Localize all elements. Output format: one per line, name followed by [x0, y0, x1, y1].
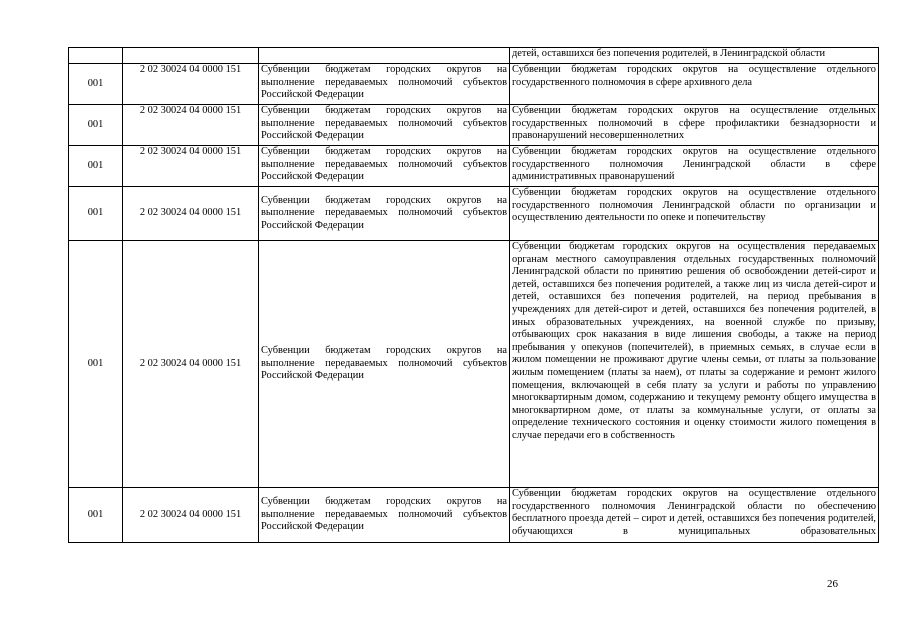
revenue-name-cell: Субвенции бюджетам городских округов на выполнение передаваемых полномочий субъектов Российской Федерации — [259, 146, 510, 187]
kbk-code-cell: 2 02 30024 04 0000 151 — [123, 187, 259, 241]
admin-code-cell: 001 — [69, 187, 123, 241]
admin-code-cell: 001 — [69, 105, 123, 146]
table-row — [69, 48, 879, 64]
kbk-code-cell: 2 02 30024 04 0000 151 — [123, 146, 259, 187]
admin-code-cell — [69, 48, 123, 64]
table-row — [69, 187, 879, 241]
revenue-description-cell: Субвенции бюджетам городских округов на осуществления передаваемых органам местного самоуправления отдельных государственных полномочий Ленинградской области по принятию решения об освобождении детей-сирот и детей, оставшихся без попечения родителей, а также лиц из числа детей-сирот и детей, оставшихся без попечения родителей, на период пребывания в учреждениях для детей-сирот и детей, оставшихся без попечения родителей, в иных образовательных учреждениях, на военной службе по призыву, отбывающих срок наказания в виде лишения свободы, а также на период пребывания у опекунов (попечителей), в приемных семьях, в случае если в жилом помещении не проживают другие члены семьи, от платы за пользование жилым помещением (платы за наем), от платы за содержание и ремонт жилого помещения, включающей в себя плату за услуги и работы по управлению многоквартирным домом, содержанию и текущему ремонту общего имущества в многоквартирном доме, от платы за коммунальные услуги, от оплаты за определение технического состояния и оценку стоимости жилого помещения в случае передачи его в собственность — [510, 241, 879, 488]
admin-code-cell: 001 — [69, 64, 123, 105]
revenue-name-cell: Субвенции бюджетам городских округов на выполнение передаваемых полномочий субъектов Российской Федерации — [259, 187, 510, 241]
kbk-code-cell: 2 02 30024 04 0000 151 — [123, 241, 259, 488]
admin-code-cell: 001 — [69, 241, 123, 488]
revenue-description-cell: Субвенции бюджетам городских округов на осуществление отдельных государственных полномочий в сфере профилактики безнадзорности и правонарушений несовершеннолетних — [510, 105, 879, 146]
revenue-description-cell: Субвенции бюджетам городских округов на осуществление отдельного государственного полномочия Ленинградской области в сфере административных правонарушений — [510, 146, 879, 187]
kbk-code-cell: 2 02 30024 04 0000 151 — [123, 105, 259, 146]
revenue-name-cell: Субвенции бюджетам городских округов на выполнение передаваемых полномочий субъектов Российской Федерации — [259, 488, 510, 543]
table-row — [69, 64, 879, 105]
kbk-code-cell: 2 02 30024 04 0000 151 — [123, 64, 259, 105]
table-row — [69, 488, 879, 543]
revenue-description-cell: Субвенции бюджетам городских округов на осуществление отдельного государственного полномочия Ленинградской области по обеспечению бесплатного проезда детей – сирот и детей, оставшихся без попечения родителей, обучающихся в муниципальных образовательных — [510, 488, 879, 543]
revenue-description-cell: детей, оставшихся без попечения родителей, в Ленинградской области — [510, 48, 879, 64]
revenue-description-cell: Субвенции бюджетам городских округов на осуществление отдельного государственного полномочия Ленинградской области по организации и осуществлению деятельности по опеке и попечительству — [510, 187, 879, 241]
revenue-description-cell: Субвенции бюджетам городских округов на осуществление отдельного государственного полномочия в сфере архивного дела — [510, 64, 879, 105]
revenue-name-cell: Субвенции бюджетам городских округов на выполнение передаваемых полномочий субъектов Российской Федерации — [259, 241, 510, 488]
kbk-code-cell: 2 02 30024 04 0000 151 — [123, 488, 259, 543]
revenue-name-cell: Субвенции бюджетам городских округов на выполнение передаваемых полномочий субъектов Российской Федерации — [259, 105, 510, 146]
revenue-name-cell — [259, 48, 510, 64]
admin-code-cell: 001 — [69, 488, 123, 543]
table-row — [69, 241, 879, 488]
kbk-code-cell — [123, 48, 259, 64]
revenue-name-cell: Субвенции бюджетам городских округов на выполнение передаваемых полномочий субъектов Российской Федерации — [259, 64, 510, 105]
table-row — [69, 105, 879, 146]
page-number: 26 — [827, 578, 838, 590]
table-row — [69, 146, 879, 187]
admin-code-cell: 001 — [69, 146, 123, 187]
budget-classification-table — [68, 47, 879, 543]
